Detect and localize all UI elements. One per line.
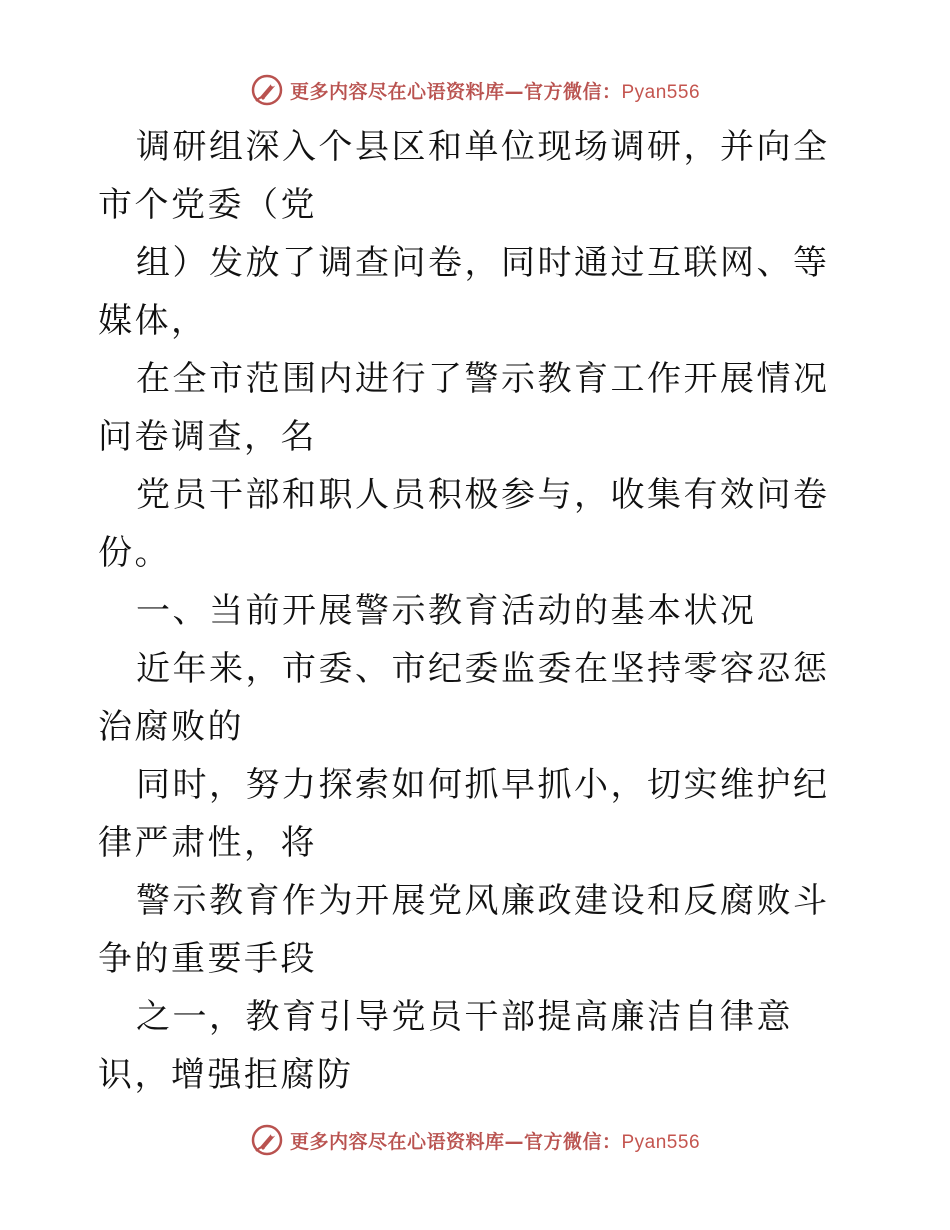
paragraph: 调研组深入个县区和单位现场调研，并向全市个党委（党 (98, 127, 830, 225)
section-heading: 一、当前开展警示教育活动的基本状况 (136, 591, 757, 631)
paragraph: 之一，教育引导党员干部提高廉洁自律意识，增强拒腐防 (98, 997, 793, 1095)
header-watermark (0, 70, 950, 110)
paragraph: 近年来，市委、市纪委监委在坚持零容忍惩治腐败的 (98, 649, 830, 747)
paragraph: 组）发放了调查问卷，同时通过互联网、等媒体， (98, 243, 830, 341)
watermark-wechat-id: Pyan556 (621, 81, 701, 103)
pen-nib-logo-icon (250, 1123, 284, 1157)
watermark-label: 更多内容尽在心语资料库—官方微信： (289, 80, 622, 103)
watermark-wechat-id: Pyan556 (621, 1131, 701, 1153)
pen-nib-logo-icon (250, 73, 284, 107)
paragraph: 党员干部和职人员积极参与，收集有效问卷份。 (98, 475, 830, 573)
watermark-text (290, 1127, 700, 1154)
paragraph: 同时，努力探索如何抓早抓小，切实维护纪律严肃性，将 (98, 765, 830, 863)
footer-watermark (0, 1120, 950, 1160)
watermark-label: 更多内容尽在心语资料库—官方微信： (289, 1130, 622, 1153)
paragraph: 在全市范围内进行了警示教育工作开展情况问卷调查，名 (98, 359, 830, 457)
paragraph: 警示教育作为开展党风廉政建设和反腐败斗争的重要手段 (98, 881, 830, 979)
document-body (98, 118, 858, 1104)
watermark-text (290, 77, 700, 104)
